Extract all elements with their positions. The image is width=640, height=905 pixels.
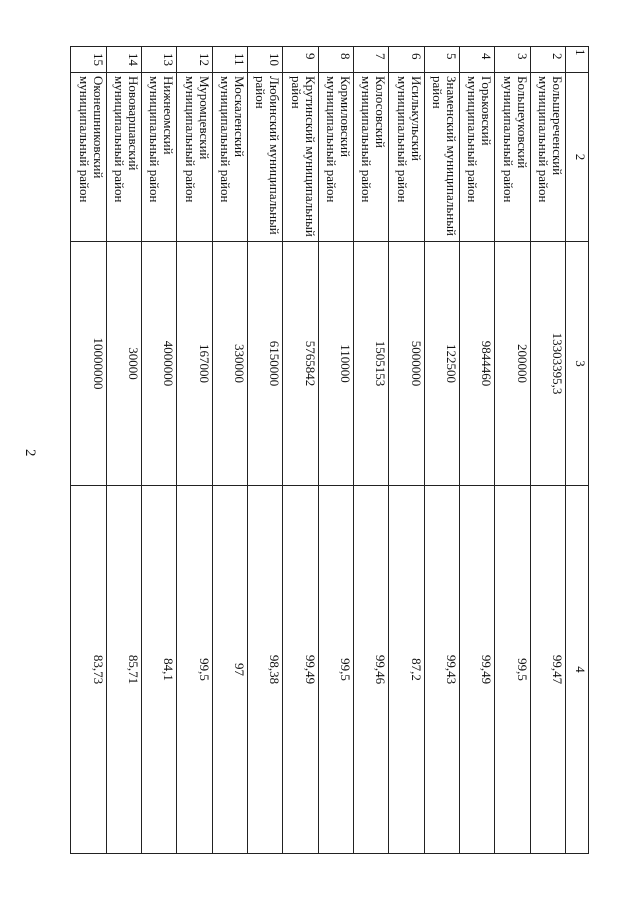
district-name-cell: Оконешниковский муниципальный район [71, 73, 107, 242]
district-name-cell: Москаленский муниципальный район [212, 73, 247, 242]
district-name-cell: Знаменский муниципальный район [424, 73, 459, 242]
amount-cell: 1505153 [353, 242, 388, 486]
row-number-cell: 5 [424, 47, 459, 73]
page-number: 2 [22, 449, 38, 457]
percent-cell: 99,47 [530, 486, 565, 854]
district-name-cell: Кормиловский муниципальный район [318, 73, 353, 242]
table-header-row [566, 47, 589, 854]
header-cell-1: 1 [566, 47, 589, 73]
row-number-cell: 7 [353, 47, 388, 73]
percent-cell: 83,73 [71, 486, 107, 854]
header-cell-2: 2 [566, 73, 589, 242]
district-name-cell: Колосовский муниципальный район [353, 73, 388, 242]
district-name-cell: Муромцевский муниципальный район [177, 73, 212, 242]
percent-cell: 85,71 [106, 486, 141, 854]
percent-cell: 97 [212, 486, 247, 854]
table-row [283, 47, 318, 854]
percent-cell: 99,43 [424, 486, 459, 854]
amount-cell: 122500 [424, 242, 459, 486]
table-row [459, 47, 494, 854]
district-name-cell: Исилькульский муниципальный район [389, 73, 424, 242]
table-row [424, 47, 459, 854]
table-row [71, 47, 107, 854]
percent-cell: 99,5 [318, 486, 353, 854]
district-name-cell: Любинский муниципальный район [247, 73, 282, 242]
amount-cell: 167000 [177, 242, 212, 486]
percent-cell: 98,38 [247, 486, 282, 854]
table-row [106, 47, 141, 854]
table-row [495, 47, 530, 854]
percent-cell: 84,1 [141, 486, 176, 854]
amount-cell: 6150000 [247, 242, 282, 486]
amount-cell: 5765842 [283, 242, 318, 486]
district-name-cell: Большеуковский муниципальный район [495, 73, 530, 242]
amount-cell: 110000 [318, 242, 353, 486]
percent-cell: 99,5 [177, 486, 212, 854]
row-number-cell: 13 [141, 47, 176, 73]
district-name-cell: Нижнеомский муниципальный район [141, 73, 176, 242]
rotated-table-wrapper [70, 46, 589, 853]
percent-cell: 87,2 [389, 486, 424, 854]
amount-cell: 13303395,3 [530, 242, 565, 486]
row-number-cell: 10 [247, 47, 282, 73]
amount-cell: 10000000 [71, 242, 107, 486]
header-cell-3: 3 [566, 242, 589, 486]
row-number-cell: 2 [530, 47, 565, 73]
amount-cell: 200000 [495, 242, 530, 486]
row-number-cell: 11 [212, 47, 247, 73]
row-number-cell: 15 [71, 47, 107, 73]
amount-cell: 5000000 [389, 242, 424, 486]
amount-cell: 4000000 [141, 242, 176, 486]
row-number-cell: 3 [495, 47, 530, 73]
row-number-cell: 12 [177, 47, 212, 73]
amount-cell: 330000 [212, 242, 247, 486]
table-row [177, 47, 212, 854]
amount-cell: 9844460 [459, 242, 494, 486]
percent-cell: 99,49 [283, 486, 318, 854]
row-number-cell: 9 [283, 47, 318, 73]
row-number-cell: 6 [389, 47, 424, 73]
header-cell-4: 4 [566, 486, 589, 854]
table-row [212, 47, 247, 854]
row-number-cell: 8 [318, 47, 353, 73]
row-number-cell: 4 [459, 47, 494, 73]
percent-cell: 99,46 [353, 486, 388, 854]
district-name-cell: Горьковский муниципальный район [459, 73, 494, 242]
table-row [389, 47, 424, 854]
table-row [530, 47, 565, 854]
table-row [318, 47, 353, 854]
percent-cell: 99,49 [459, 486, 494, 854]
amount-cell: 30000 [106, 242, 141, 486]
district-name-cell: Нововаршавский муниципальный район [106, 73, 141, 242]
table-row [141, 47, 176, 854]
percent-cell: 99,5 [495, 486, 530, 854]
data-table [70, 46, 589, 854]
district-name-cell: Крутинский муниципальный район [283, 73, 318, 242]
row-number-cell: 14 [106, 47, 141, 73]
table-row [353, 47, 388, 854]
table-row [247, 47, 282, 854]
district-name-cell: Большереченский муниципальный район [530, 73, 565, 242]
